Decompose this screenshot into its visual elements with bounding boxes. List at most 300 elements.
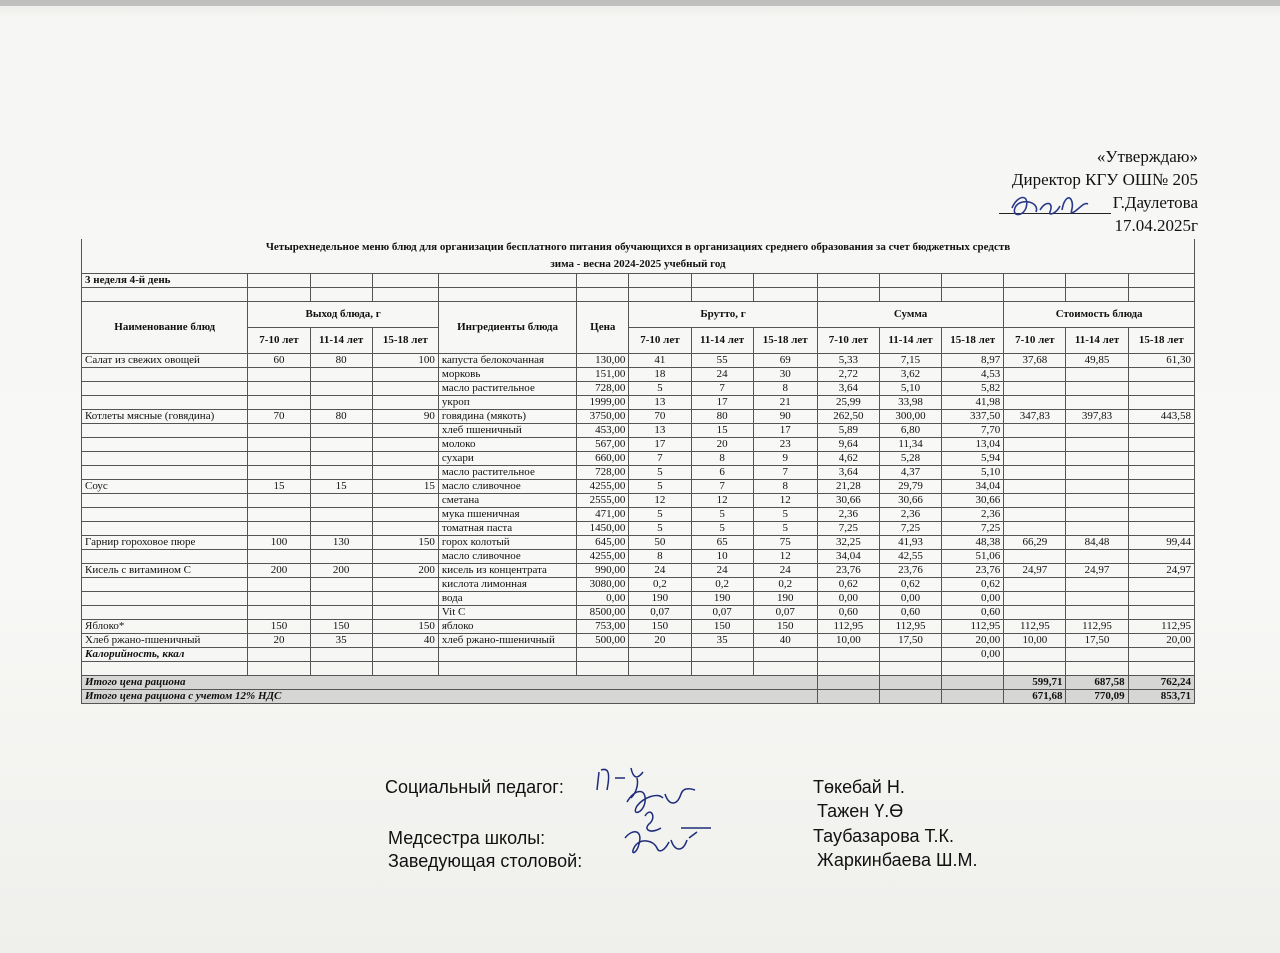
cell-price: 151,00: [577, 368, 629, 382]
cell-o2: 80: [310, 410, 372, 424]
cell-b1: 41: [629, 354, 691, 368]
cell-b3: 7: [753, 466, 817, 480]
cell-s3: 0,60: [942, 606, 1004, 620]
cell-o1: 20: [248, 634, 310, 648]
cell-b2: 0,2: [691, 578, 753, 592]
cell-price: 453,00: [577, 424, 629, 438]
cell-c3: [1128, 550, 1194, 564]
header-ingredients: Ингредиенты блюда: [438, 302, 576, 354]
cell-ing: сухари: [438, 452, 576, 466]
week-day-label: 3 неделя 4-й день: [82, 274, 248, 288]
cell-c2: 112,95: [1066, 620, 1128, 634]
table-row: [82, 452, 1195, 466]
cell-c1: [1004, 382, 1066, 396]
cell-o3: 150: [372, 620, 438, 634]
cell-dish: Яблоко*: [82, 620, 248, 634]
total-label: Итого цена рациона: [82, 676, 818, 690]
total-value: 599,71: [1004, 676, 1066, 690]
cell-s3: 7,25: [942, 522, 1004, 536]
cell-o1: [248, 578, 310, 592]
cell-o2: [310, 592, 372, 606]
cell-b1: 13: [629, 424, 691, 438]
cell-ing: масло растительное: [438, 382, 576, 396]
header-age: 7-10 лет: [629, 328, 691, 354]
cell-o1: 200: [248, 564, 310, 578]
table-row: [82, 368, 1195, 382]
cell-c1: 37,68: [1004, 354, 1066, 368]
cell-b1: 7: [629, 452, 691, 466]
cell-o1: [248, 522, 310, 536]
cell-dish: Кисель с витамином С: [82, 564, 248, 578]
cell-c3: [1128, 438, 1194, 452]
cell-o3: 200: [372, 564, 438, 578]
cell-c2: [1066, 522, 1128, 536]
cell-c3: [1128, 396, 1194, 410]
cell-price: 753,00: [577, 620, 629, 634]
cell-o3: [372, 382, 438, 396]
cell-s1: 3,64: [817, 466, 879, 480]
header-output: Выход блюда, г: [248, 302, 438, 328]
cell-b3: 0,2: [753, 578, 817, 592]
table-row: [82, 438, 1195, 452]
cell-c1: [1004, 480, 1066, 494]
total-vat-label: Итого цена рациона с учетом 12% НДС: [82, 690, 818, 704]
cell-b2: 65: [691, 536, 753, 550]
total-vat-value: 853,71: [1128, 690, 1194, 704]
cell-price: 4255,00: [577, 550, 629, 564]
cell-b3: 21: [753, 396, 817, 410]
cell-s3: 5,10: [942, 466, 1004, 480]
cell-c3: 443,58: [1128, 410, 1194, 424]
social-pedagogue-name: Төкебай Н.: [813, 777, 905, 797]
header-sum: Сумма: [817, 302, 1003, 328]
cell-o3: [372, 452, 438, 466]
cell-o2: 200: [310, 564, 372, 578]
cell-b1: 24: [629, 564, 691, 578]
cell-c1: [1004, 396, 1066, 410]
cell-price: 8500,00: [577, 606, 629, 620]
cell-o2: 150: [310, 620, 372, 634]
table-row: [82, 424, 1195, 438]
cell-b3: 75: [753, 536, 817, 550]
header-age: 15-18 лет: [753, 328, 817, 354]
cell-price: 1450,00: [577, 522, 629, 536]
cell-b1: 20: [629, 634, 691, 648]
header-dish: Наименование блюд: [82, 302, 248, 354]
cell-dish: [82, 606, 248, 620]
cell-b1: 5: [629, 522, 691, 536]
cell-b2: 190: [691, 592, 753, 606]
cell-o1: [248, 424, 310, 438]
cell-o3: [372, 578, 438, 592]
cell-o1: 15: [248, 480, 310, 494]
cell-b2: 17: [691, 396, 753, 410]
cell-s1: 32,25: [817, 536, 879, 550]
cell-dish: [82, 494, 248, 508]
table-title: Четырехнедельное меню блюд для организации бесплатного питания обучающихся в организациях среднего образования за счет бюджетных средств: [82, 239, 1195, 256]
cell-o1: 100: [248, 536, 310, 550]
cell-s1: 2,72: [817, 368, 879, 382]
cell-s3: 48,38: [942, 536, 1004, 550]
cell-price: 728,00: [577, 466, 629, 480]
cell-s1: 21,28: [817, 480, 879, 494]
cell-c1: [1004, 424, 1066, 438]
cell-o1: [248, 606, 310, 620]
cell-s1: 10,00: [817, 634, 879, 648]
cell-dish: [82, 438, 248, 452]
cell-c2: [1066, 438, 1128, 452]
cell-c3: [1128, 368, 1194, 382]
cell-o3: [372, 466, 438, 480]
cell-price: 130,00: [577, 354, 629, 368]
total-value: 762,24: [1128, 676, 1194, 690]
cell-s3: 5,94: [942, 452, 1004, 466]
cell-o3: [372, 424, 438, 438]
cell-s1: 7,25: [817, 522, 879, 536]
cell-s3: 8,97: [942, 354, 1004, 368]
cell-o3: [372, 396, 438, 410]
cell-c3: [1128, 522, 1194, 536]
table-row: [82, 620, 1195, 634]
cell-s1: 5,89: [817, 424, 879, 438]
cell-o3: [372, 522, 438, 536]
cell-s2: 17,50: [879, 634, 941, 648]
cell-b3: 17: [753, 424, 817, 438]
header-price: Цена: [577, 302, 629, 354]
cell-s2: 29,79: [879, 480, 941, 494]
cell-s1: 0,62: [817, 578, 879, 592]
cell-dish: [82, 466, 248, 480]
cell-o3: [372, 508, 438, 522]
cell-o1: [248, 368, 310, 382]
cell-o2: [310, 508, 372, 522]
cell-b1: 5: [629, 508, 691, 522]
header-age: 11-14 лет: [310, 328, 372, 354]
cell-price: 1999,00: [577, 396, 629, 410]
cell-s2: 4,37: [879, 466, 941, 480]
director-signature: [1000, 188, 1100, 224]
cell-s1: 23,76: [817, 564, 879, 578]
cell-c2: [1066, 424, 1128, 438]
handwritten-signatures: [585, 758, 725, 873]
cell-c3: [1128, 592, 1194, 606]
table-row: [82, 508, 1195, 522]
cell-b3: 24: [753, 564, 817, 578]
cell-b3: 190: [753, 592, 817, 606]
cell-o2: [310, 522, 372, 536]
header-age: 11-14 лет: [1066, 328, 1128, 354]
nurse-label: Медсестра школы:: [388, 828, 546, 848]
header-cost: Стоимость блюда: [1004, 302, 1195, 328]
cell-s1: 4,62: [817, 452, 879, 466]
cell-dish: Салат из свежих овощей: [82, 354, 248, 368]
social-pedagogue-name-2: Тажен Ү.Ө: [817, 801, 904, 821]
cell-b1: 13: [629, 396, 691, 410]
cell-c2: 24,97: [1066, 564, 1128, 578]
cell-c1: [1004, 592, 1066, 606]
cell-c3: [1128, 606, 1194, 620]
cell-b1: 0,07: [629, 606, 691, 620]
cell-s2: 23,76: [879, 564, 941, 578]
cell-c2: [1066, 452, 1128, 466]
cell-s3: 7,70: [942, 424, 1004, 438]
cell-price: 3080,00: [577, 578, 629, 592]
cell-o1: [248, 508, 310, 522]
table-subtitle: зима - весна 2024-2025 учебный год: [82, 256, 1195, 274]
header-age: 15-18 лет: [1128, 328, 1194, 354]
cell-ing: укроп: [438, 396, 576, 410]
cell-o3: 100: [372, 354, 438, 368]
header-age: 7-10 лет: [1004, 328, 1066, 354]
cell-o2: [310, 438, 372, 452]
cell-s2: 300,00: [879, 410, 941, 424]
cell-s2: 112,95: [879, 620, 941, 634]
cell-s2: 0,00: [879, 592, 941, 606]
cell-c2: [1066, 396, 1128, 410]
cell-dish: Хлеб ржано-пшеничный: [82, 634, 248, 648]
cell-c3: [1128, 494, 1194, 508]
cell-o3: 40: [372, 634, 438, 648]
cell-ing: молоко: [438, 438, 576, 452]
cell-b2: 150: [691, 620, 753, 634]
cell-price: 3750,00: [577, 410, 629, 424]
cell-c2: [1066, 494, 1128, 508]
cell-s2: 11,34: [879, 438, 941, 452]
cell-c2: [1066, 508, 1128, 522]
cell-s2: 5,28: [879, 452, 941, 466]
cell-s3: 30,66: [942, 494, 1004, 508]
cell-s1: 30,66: [817, 494, 879, 508]
cell-c1: [1004, 438, 1066, 452]
cell-o1: [248, 438, 310, 452]
cell-o2: 35: [310, 634, 372, 648]
cell-s1: 25,99: [817, 396, 879, 410]
cell-o1: 60: [248, 354, 310, 368]
cell-o1: [248, 550, 310, 564]
cell-b3: 8: [753, 480, 817, 494]
cell-price: 2555,00: [577, 494, 629, 508]
cell-o1: [248, 452, 310, 466]
table-row: [82, 634, 1195, 648]
cell-b2: 24: [691, 368, 753, 382]
cell-o2: [310, 396, 372, 410]
cell-s1: 0,00: [817, 592, 879, 606]
cell-s2: 0,60: [879, 606, 941, 620]
cell-o1: [248, 592, 310, 606]
cell-c1: [1004, 508, 1066, 522]
cell-c3: 99,44: [1128, 536, 1194, 550]
cell-price: 471,00: [577, 508, 629, 522]
cell-c2: [1066, 480, 1128, 494]
approval-date: 17.04.2025г: [1114, 216, 1198, 235]
cell-dish: [82, 396, 248, 410]
cell-o2: [310, 452, 372, 466]
cell-c1: 112,95: [1004, 620, 1066, 634]
cell-b1: 12: [629, 494, 691, 508]
cell-b3: 30: [753, 368, 817, 382]
cell-b2: 55: [691, 354, 753, 368]
cell-s3: 0,00: [942, 592, 1004, 606]
cell-price: 728,00: [577, 382, 629, 396]
cell-o2: 130: [310, 536, 372, 550]
cell-s2: 6,80: [879, 424, 941, 438]
cell-s3: 23,76: [942, 564, 1004, 578]
cell-ing: масло сливочное: [438, 480, 576, 494]
cell-c3: 20,00: [1128, 634, 1194, 648]
cell-c1: 24,97: [1004, 564, 1066, 578]
cell-price: 4255,00: [577, 480, 629, 494]
cell-ing: горох колотый: [438, 536, 576, 550]
table-row: [82, 578, 1195, 592]
cell-b1: 17: [629, 438, 691, 452]
cell-b1: 18: [629, 368, 691, 382]
cell-c3: 24,97: [1128, 564, 1194, 578]
cell-dish: [82, 424, 248, 438]
cell-ing: хлеб пшеничный: [438, 424, 576, 438]
cell-ing: морковь: [438, 368, 576, 382]
cell-c2: [1066, 592, 1128, 606]
cell-c1: [1004, 578, 1066, 592]
cell-s3: 41,98: [942, 396, 1004, 410]
cell-s2: 0,62: [879, 578, 941, 592]
cell-o3: 150: [372, 536, 438, 550]
cell-b2: 10: [691, 550, 753, 564]
table-row: [82, 410, 1195, 424]
cell-o1: [248, 466, 310, 480]
cell-o1: [248, 382, 310, 396]
cell-s2: 2,36: [879, 508, 941, 522]
cell-b3: 5: [753, 508, 817, 522]
cell-o2: [310, 578, 372, 592]
header-age: 7-10 лет: [817, 328, 879, 354]
cell-o2: 15: [310, 480, 372, 494]
menu-table: [81, 239, 1195, 704]
cell-c2: [1066, 606, 1128, 620]
cell-price: 660,00: [577, 452, 629, 466]
cell-b3: 12: [753, 550, 817, 564]
cell-b1: 70: [629, 410, 691, 424]
cell-ing: Vit C: [438, 606, 576, 620]
total-value: 687,58: [1066, 676, 1128, 690]
table-row: [82, 382, 1195, 396]
cell-o3: 90: [372, 410, 438, 424]
cell-o1: 70: [248, 410, 310, 424]
cell-c2: [1066, 466, 1128, 480]
header-age: 15-18 лет: [372, 328, 438, 354]
header-age: 7-10 лет: [248, 328, 310, 354]
cell-c2: [1066, 368, 1128, 382]
cell-o3: 15: [372, 480, 438, 494]
cell-s3: 13,04: [942, 438, 1004, 452]
cell-dish: [82, 452, 248, 466]
table-row: [82, 396, 1195, 410]
cell-s2: 7,15: [879, 354, 941, 368]
cell-o2: [310, 606, 372, 620]
table-row: [82, 536, 1195, 550]
cell-c3: [1128, 466, 1194, 480]
cell-c1: [1004, 494, 1066, 508]
cell-s3: 337,50: [942, 410, 1004, 424]
approval-director: Директор КГУ ОШ№ 205: [1011, 170, 1198, 189]
cell-c2: [1066, 550, 1128, 564]
cell-b1: 50: [629, 536, 691, 550]
cell-b3: 12: [753, 494, 817, 508]
cell-s1: 34,04: [817, 550, 879, 564]
cell-c1: [1004, 550, 1066, 564]
cell-o1: 150: [248, 620, 310, 634]
cell-s3: 34,04: [942, 480, 1004, 494]
cell-c3: [1128, 424, 1194, 438]
cell-c2: 17,50: [1066, 634, 1128, 648]
cell-c3: [1128, 578, 1194, 592]
table-row: [82, 466, 1195, 480]
cell-b3: 40: [753, 634, 817, 648]
cell-b2: 6: [691, 466, 753, 480]
cell-ing: вода: [438, 592, 576, 606]
cell-c1: 10,00: [1004, 634, 1066, 648]
cell-price: 0,00: [577, 592, 629, 606]
cell-s1: 112,95: [817, 620, 879, 634]
cell-s1: 5,33: [817, 354, 879, 368]
cell-ing: кисель из концентрата: [438, 564, 576, 578]
cell-c1: 347,83: [1004, 410, 1066, 424]
cell-s2: 3,62: [879, 368, 941, 382]
header-age: 11-14 лет: [691, 328, 753, 354]
cell-s3: 112,95: [942, 620, 1004, 634]
canteen-label: Заведующая столовой:: [388, 851, 583, 871]
cell-dish: Соус: [82, 480, 248, 494]
cell-o3: [372, 368, 438, 382]
cell-o3: [372, 494, 438, 508]
cell-b1: 5: [629, 480, 691, 494]
cell-s3: 20,00: [942, 634, 1004, 648]
cell-b2: 24: [691, 564, 753, 578]
cell-b3: 150: [753, 620, 817, 634]
cell-dish: [82, 592, 248, 606]
table-row: [82, 480, 1195, 494]
cell-c1: [1004, 368, 1066, 382]
cell-s2: 30,66: [879, 494, 941, 508]
cell-b3: 90: [753, 410, 817, 424]
cell-o2: [310, 368, 372, 382]
cell-b3: 0,07: [753, 606, 817, 620]
cell-dish: [82, 508, 248, 522]
cell-o3: [372, 438, 438, 452]
table-row: [82, 522, 1195, 536]
cell-b2: 0,07: [691, 606, 753, 620]
cell-b3: 9: [753, 452, 817, 466]
scan-edge: [0, 0, 1280, 6]
cell-o2: [310, 382, 372, 396]
cell-b2: 5: [691, 508, 753, 522]
cell-o3: [372, 550, 438, 564]
cell-ing: мука пшеничная: [438, 508, 576, 522]
table-row: [82, 606, 1195, 620]
cell-dish: [82, 382, 248, 396]
cell-price: 567,00: [577, 438, 629, 452]
cell-b2: 5: [691, 522, 753, 536]
cell-s2: 41,93: [879, 536, 941, 550]
approval-title: «Утверждаю»: [1096, 147, 1198, 166]
cell-b2: 35: [691, 634, 753, 648]
cell-b3: 8: [753, 382, 817, 396]
cell-s3: 2,36: [942, 508, 1004, 522]
cell-b1: 5: [629, 382, 691, 396]
table-row: [82, 550, 1195, 564]
cell-s1: 262,50: [817, 410, 879, 424]
cell-ing: сметана: [438, 494, 576, 508]
social-pedagogue-label: Социальный педагог:: [385, 777, 564, 797]
